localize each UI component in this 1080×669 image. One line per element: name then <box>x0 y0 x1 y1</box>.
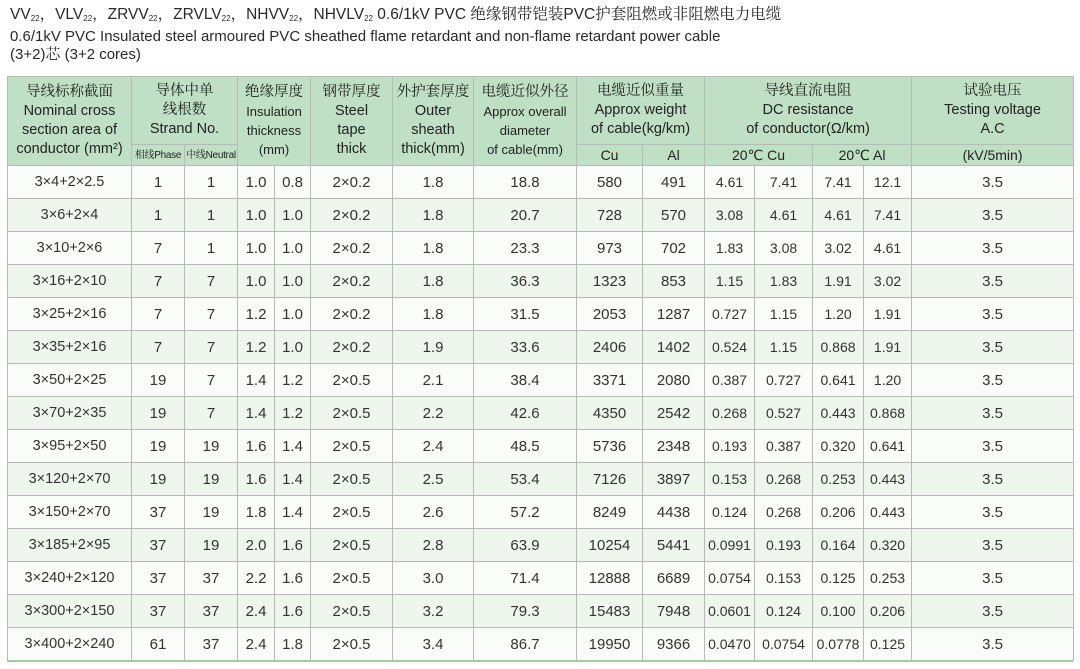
cell-insulation-neutral: 1.0 <box>275 331 311 364</box>
cell-weight-cu: 2406 <box>577 331 643 364</box>
cell-weight-al: 4438 <box>643 496 705 529</box>
cell-dc-al-neutral: 0.253 <box>864 562 912 595</box>
cell-dc-cu-neutral: 0.193 <box>755 529 813 562</box>
cell-dc-al-phase: 1.91 <box>813 265 864 298</box>
cell-dc-al-neutral: 4.61 <box>864 232 912 265</box>
cell-dc-cu-neutral: 0.153 <box>755 562 813 595</box>
subheader-phase: 相线Phase <box>132 145 185 166</box>
cell-weight-cu: 10254 <box>577 529 643 562</box>
cell-dc-cu-phase: 0.524 <box>705 331 755 364</box>
cell-dc-al-neutral: 3.02 <box>864 265 912 298</box>
cell-weight-al: 853 <box>643 265 705 298</box>
cell-diameter: 31.5 <box>474 298 577 331</box>
cell-section: 3×240+2×120 <box>8 562 132 595</box>
cell-diameter: 42.6 <box>474 397 577 430</box>
cell-neutral-strands: 7 <box>185 265 238 298</box>
subheader-dc-al: 20℃ Al <box>813 145 912 166</box>
cell-weight-al: 1402 <box>643 331 705 364</box>
cell-section: 3×300+2×150 <box>8 595 132 628</box>
cell-insulation-phase: 1.8 <box>238 496 275 529</box>
subheader-weight-al: Al <box>643 145 705 166</box>
cell-insulation-neutral: 1.6 <box>275 562 311 595</box>
cell-weight-cu: 5736 <box>577 430 643 463</box>
cell-section: 3×10+2×6 <box>8 232 132 265</box>
cell-dc-al-phase: 0.443 <box>813 397 864 430</box>
cell-section: 3×185+2×95 <box>8 529 132 562</box>
cell-dc-cu-neutral: 0.727 <box>755 364 813 397</box>
cell-neutral-strands: 1 <box>185 166 238 199</box>
cell-section: 3×16+2×10 <box>8 265 132 298</box>
table-row <box>8 364 1074 397</box>
cell-test-voltage: 3.5 <box>912 496 1074 529</box>
table-body <box>8 166 1074 661</box>
cell-dc-al-phase: 0.206 <box>813 496 864 529</box>
cell-steel-tape: 2×0.5 <box>311 397 393 430</box>
cell-weight-cu: 973 <box>577 232 643 265</box>
cell-neutral-strands: 19 <box>185 430 238 463</box>
cell-dc-cu-neutral: 1.83 <box>755 265 813 298</box>
cell-weight-cu: 4350 <box>577 397 643 430</box>
cell-dc-al-phase: 0.0778 <box>813 628 864 661</box>
header-test-voltage: 试验电压 Testing voltage A.C <box>912 77 1074 145</box>
header-strand: 导体中单 线根数 Strand No. <box>132 77 238 145</box>
cell-weight-cu: 580 <box>577 166 643 199</box>
cell-dc-al-neutral: 7.41 <box>864 199 912 232</box>
cell-weight-cu: 728 <box>577 199 643 232</box>
cell-steel-tape: 2×0.2 <box>311 265 393 298</box>
cell-section: 3×95+2×50 <box>8 430 132 463</box>
cell-phase-strands: 19 <box>132 430 185 463</box>
table-row <box>8 232 1074 265</box>
cell-insulation-phase: 1.2 <box>238 331 275 364</box>
cell-neutral-strands: 1 <box>185 199 238 232</box>
cell-outer-sheath: 2.5 <box>393 463 474 496</box>
cell-outer-sheath: 2.2 <box>393 397 474 430</box>
cell-weight-al: 5441 <box>643 529 705 562</box>
cell-dc-cu-phase: 0.0470 <box>705 628 755 661</box>
cell-dc-al-phase: 0.320 <box>813 430 864 463</box>
cell-insulation-neutral: 0.8 <box>275 166 311 199</box>
cell-dc-cu-phase: 0.153 <box>705 463 755 496</box>
cell-steel-tape: 2×0.5 <box>311 529 393 562</box>
cell-phase-strands: 1 <box>132 199 185 232</box>
cell-insulation-neutral: 1.4 <box>275 496 311 529</box>
cell-steel-tape: 2×0.5 <box>311 430 393 463</box>
cell-dc-al-neutral: 0.443 <box>864 496 912 529</box>
cell-weight-al: 9366 <box>643 628 705 661</box>
table-row <box>8 397 1074 430</box>
cell-test-voltage: 3.5 <box>912 463 1074 496</box>
cell-test-voltage: 3.5 <box>912 529 1074 562</box>
cell-phase-strands: 7 <box>132 265 185 298</box>
cell-dc-al-phase: 1.20 <box>813 298 864 331</box>
cable-models-title: $VV_{22}$，$VLV_{22}$，$ZRVV_{22}$，$ZRVLV_{22}$，$NHVV_{22}$，$NHVLV_{22}$ 0.6/1kV PVC 绝缘钢带铠装PVC护套阻燃或非阻燃电力电缆 <box>10 6 782 23</box>
cell-weight-al: 7948 <box>643 595 705 628</box>
english-title: 0.6/1kV PVC Insulated steel armoured PVC sheathed flame retardant and non-flame retardant power cable <box>10 28 721 45</box>
cell-dc-cu-phase: 0.727 <box>705 298 755 331</box>
cell-insulation-phase: 2.4 <box>238 628 275 661</box>
cell-phase-strands: 37 <box>132 595 185 628</box>
cell-dc-cu-phase: 0.268 <box>705 397 755 430</box>
cell-phase-strands: 7 <box>132 331 185 364</box>
cell-diameter: 33.6 <box>474 331 577 364</box>
cell-dc-cu-phase: 0.124 <box>705 496 755 529</box>
cell-insulation-neutral: 1.4 <box>275 430 311 463</box>
cell-steel-tape: 2×0.5 <box>311 595 393 628</box>
cell-dc-al-phase: 0.125 <box>813 562 864 595</box>
cell-neutral-strands: 19 <box>185 496 238 529</box>
cell-section: 3×70+2×35 <box>8 397 132 430</box>
header-dc-resistance: 导线直流电阻 DC resistance of conductor(Ω/km) <box>705 77 912 145</box>
table-row <box>8 331 1074 364</box>
cell-neutral-strands: 37 <box>185 595 238 628</box>
cell-insulation-neutral: 1.0 <box>275 199 311 232</box>
cell-diameter: 36.3 <box>474 265 577 298</box>
cell-diameter: 23.3 <box>474 232 577 265</box>
cell-diameter: 18.8 <box>474 166 577 199</box>
cell-phase-strands: 37 <box>132 562 185 595</box>
cell-dc-al-phase: 7.41 <box>813 166 864 199</box>
cell-dc-al-phase: 0.164 <box>813 529 864 562</box>
cell-test-voltage: 3.5 <box>912 595 1074 628</box>
table-row <box>8 166 1074 199</box>
cell-insulation-neutral: 1.0 <box>275 265 311 298</box>
cell-phase-strands: 19 <box>132 463 185 496</box>
cell-dc-cu-neutral: 3.08 <box>755 232 813 265</box>
cell-insulation-neutral: 1.2 <box>275 364 311 397</box>
cell-insulation-neutral: 1.0 <box>275 298 311 331</box>
cell-phase-strands: 7 <box>132 232 185 265</box>
cell-insulation-neutral: 1.2 <box>275 397 311 430</box>
cell-neutral-strands: 19 <box>185 529 238 562</box>
cell-test-voltage: 3.5 <box>912 265 1074 298</box>
cell-outer-sheath: 1.8 <box>393 166 474 199</box>
cell-dc-al-phase: 0.253 <box>813 463 864 496</box>
header-outer-sheath: 外护套厚度 Outer sheath thick(mm) <box>393 77 474 166</box>
table-row <box>8 298 1074 331</box>
cell-dc-cu-phase: 1.15 <box>705 265 755 298</box>
cell-dc-al-neutral: 12.1 <box>864 166 912 199</box>
cell-phase-strands: 61 <box>132 628 185 661</box>
cell-steel-tape: 2×0.2 <box>311 331 393 364</box>
cell-weight-al: 1287 <box>643 298 705 331</box>
cell-diameter: 48.5 <box>474 430 577 463</box>
cell-weight-al: 2080 <box>643 364 705 397</box>
cell-dc-cu-neutral: 7.41 <box>755 166 813 199</box>
cell-dc-cu-neutral: 0.387 <box>755 430 813 463</box>
cell-weight-al: 2542 <box>643 397 705 430</box>
cell-diameter: 57.2 <box>474 496 577 529</box>
header-weight: 电缆近似重量 Approx weight of cable(kg/km) <box>577 77 705 145</box>
cell-dc-cu-phase: 3.08 <box>705 199 755 232</box>
cell-dc-cu-phase: 0.193 <box>705 430 755 463</box>
cell-weight-al: 2348 <box>643 430 705 463</box>
cell-dc-cu-neutral: 0.0754 <box>755 628 813 661</box>
cell-steel-tape: 2×0.5 <box>311 628 393 661</box>
table-row <box>8 199 1074 232</box>
cell-dc-al-phase: 4.61 <box>813 199 864 232</box>
cell-outer-sheath: 3.0 <box>393 562 474 595</box>
cell-neutral-strands: 7 <box>185 298 238 331</box>
cell-dc-al-neutral: 0.125 <box>864 628 912 661</box>
cell-outer-sheath: 1.8 <box>393 199 474 232</box>
cell-neutral-strands: 7 <box>185 364 238 397</box>
cell-neutral-strands: 1 <box>185 232 238 265</box>
cell-dc-cu-neutral: 0.124 <box>755 595 813 628</box>
cell-outer-sheath: 2.1 <box>393 364 474 397</box>
cores-label: (3+2)芯 (3+2 cores) <box>10 46 141 63</box>
cell-phase-strands: 7 <box>132 298 185 331</box>
cell-insulation-phase: 1.6 <box>238 463 275 496</box>
cell-weight-al: 6689 <box>643 562 705 595</box>
cell-dc-cu-neutral: 0.268 <box>755 496 813 529</box>
cell-neutral-strands: 7 <box>185 331 238 364</box>
header-steel-tape: 钢带厚度 Steel tape thick <box>311 77 393 166</box>
cell-diameter: 63.9 <box>474 529 577 562</box>
header-row <box>8 77 1074 145</box>
cell-insulation-phase: 1.6 <box>238 430 275 463</box>
subheader-dc-cu: 20℃ Cu <box>705 145 813 166</box>
cell-dc-cu-neutral: 1.15 <box>755 331 813 364</box>
cell-dc-cu-phase: 4.61 <box>705 166 755 199</box>
cell-weight-cu: 15483 <box>577 595 643 628</box>
cell-dc-cu-phase: 1.83 <box>705 232 755 265</box>
cell-steel-tape: 2×0.2 <box>311 199 393 232</box>
cell-outer-sheath: 3.4 <box>393 628 474 661</box>
cell-dc-al-phase: 0.868 <box>813 331 864 364</box>
bottom-rule <box>7 660 1073 662</box>
cell-insulation-phase: 1.4 <box>238 364 275 397</box>
cell-neutral-strands: 37 <box>185 628 238 661</box>
cell-diameter: 79.3 <box>474 595 577 628</box>
cell-outer-sheath: 2.6 <box>393 496 474 529</box>
cell-diameter: 86.7 <box>474 628 577 661</box>
cell-outer-sheath: 1.8 <box>393 265 474 298</box>
cell-outer-sheath: 2.4 <box>393 430 474 463</box>
cell-outer-sheath: 3.2 <box>393 595 474 628</box>
table-row <box>8 463 1074 496</box>
cell-phase-strands: 1 <box>132 166 185 199</box>
cell-test-voltage: 3.5 <box>912 298 1074 331</box>
cell-neutral-strands: 37 <box>185 562 238 595</box>
cell-insulation-phase: 1.0 <box>238 166 275 199</box>
cell-insulation-phase: 1.2 <box>238 298 275 331</box>
cell-steel-tape: 2×0.5 <box>311 496 393 529</box>
table-row <box>8 628 1074 661</box>
cell-dc-al-neutral: 0.868 <box>864 397 912 430</box>
cell-outer-sheath: 2.8 <box>393 529 474 562</box>
cell-outer-sheath: 1.8 <box>393 298 474 331</box>
cell-diameter: 71.4 <box>474 562 577 595</box>
cell-dc-al-neutral: 1.20 <box>864 364 912 397</box>
cell-dc-al-phase: 0.100 <box>813 595 864 628</box>
cell-insulation-neutral: 1.6 <box>275 529 311 562</box>
cell-weight-al: 491 <box>643 166 705 199</box>
cell-insulation-neutral: 1.4 <box>275 463 311 496</box>
table-row <box>8 496 1074 529</box>
cell-steel-tape: 2×0.5 <box>311 562 393 595</box>
cell-insulation-phase: 1.0 <box>238 199 275 232</box>
subheader-neutral: 中线Neutral <box>185 145 238 166</box>
cell-section: 3×150+2×70 <box>8 496 132 529</box>
subheader-weight-cu: Cu <box>577 145 643 166</box>
cell-weight-al: 570 <box>643 199 705 232</box>
table-row <box>8 529 1074 562</box>
cell-dc-al-neutral: 1.91 <box>864 298 912 331</box>
cell-weight-cu: 2053 <box>577 298 643 331</box>
cell-dc-cu-phase: 0.0601 <box>705 595 755 628</box>
cell-weight-cu: 1323 <box>577 265 643 298</box>
cell-dc-cu-neutral: 1.15 <box>755 298 813 331</box>
cell-test-voltage: 3.5 <box>912 166 1074 199</box>
cell-outer-sheath: 1.8 <box>393 232 474 265</box>
cell-section: 3×50+2×25 <box>8 364 132 397</box>
cell-dc-al-neutral: 0.443 <box>864 463 912 496</box>
cell-dc-al-neutral: 0.641 <box>864 430 912 463</box>
cell-insulation-phase: 2.2 <box>238 562 275 595</box>
header-insulation: 绝缘厚度 Insulation thickness (mm) <box>238 77 311 166</box>
page-heading <box>10 6 1070 64</box>
cell-dc-cu-neutral: 4.61 <box>755 199 813 232</box>
cell-section: 3×35+2×16 <box>8 331 132 364</box>
cell-insulation-neutral: 1.6 <box>275 595 311 628</box>
cell-weight-cu: 8249 <box>577 496 643 529</box>
cell-test-voltage: 3.5 <box>912 232 1074 265</box>
cell-test-voltage: 3.5 <box>912 199 1074 232</box>
cell-section: 3×6+2×4 <box>8 199 132 232</box>
header-section: 导线标称截面 Nominal cross section area of conductor (mm²) <box>8 77 132 166</box>
cell-test-voltage: 3.5 <box>912 397 1074 430</box>
cell-weight-cu: 12888 <box>577 562 643 595</box>
cell-section: 3×400+2×240 <box>8 628 132 661</box>
cell-test-voltage: 3.5 <box>912 562 1074 595</box>
cell-weight-cu: 7126 <box>577 463 643 496</box>
cell-phase-strands: 37 <box>132 529 185 562</box>
cell-weight-al: 702 <box>643 232 705 265</box>
cell-dc-cu-phase: 0.0991 <box>705 529 755 562</box>
cell-neutral-strands: 19 <box>185 463 238 496</box>
cell-dc-al-phase: 3.02 <box>813 232 864 265</box>
cell-steel-tape: 2×0.2 <box>311 298 393 331</box>
cell-insulation-phase: 1.4 <box>238 397 275 430</box>
cell-neutral-strands: 7 <box>185 397 238 430</box>
cell-dc-cu-neutral: 0.268 <box>755 463 813 496</box>
cell-diameter: 53.4 <box>474 463 577 496</box>
cell-phase-strands: 19 <box>132 397 185 430</box>
table-row <box>8 430 1074 463</box>
cell-phase-strands: 19 <box>132 364 185 397</box>
cell-dc-al-neutral: 0.320 <box>864 529 912 562</box>
cell-insulation-phase: 2.0 <box>238 529 275 562</box>
cell-dc-al-neutral: 0.206 <box>864 595 912 628</box>
cell-insulation-neutral: 1.0 <box>275 232 311 265</box>
header-diameter: 电缆近似外径 Approx overall diameter of cable(mm) <box>474 77 577 166</box>
cell-diameter: 38.4 <box>474 364 577 397</box>
cell-outer-sheath: 1.9 <box>393 331 474 364</box>
cell-test-voltage: 3.5 <box>912 364 1074 397</box>
cell-test-voltage: 3.5 <box>912 331 1074 364</box>
cell-test-voltage: 3.5 <box>912 430 1074 463</box>
cell-dc-cu-phase: 0.387 <box>705 364 755 397</box>
cell-section: 3×4+2×2.5 <box>8 166 132 199</box>
cable-spec-table <box>7 76 1074 661</box>
table-row <box>8 595 1074 628</box>
cell-weight-cu: 19950 <box>577 628 643 661</box>
cell-steel-tape: 2×0.2 <box>311 166 393 199</box>
table-row <box>8 562 1074 595</box>
cell-diameter: 20.7 <box>474 199 577 232</box>
cell-phase-strands: 37 <box>132 496 185 529</box>
cell-steel-tape: 2×0.5 <box>311 463 393 496</box>
subheader-voltage-unit: (kV/5min) <box>912 145 1074 166</box>
cell-steel-tape: 2×0.5 <box>311 364 393 397</box>
cell-weight-cu: 3371 <box>577 364 643 397</box>
cell-weight-al: 3897 <box>643 463 705 496</box>
cell-insulation-phase: 2.4 <box>238 595 275 628</box>
cell-dc-cu-phase: 0.0754 <box>705 562 755 595</box>
cell-section: 3×120+2×70 <box>8 463 132 496</box>
cell-dc-al-neutral: 1.91 <box>864 331 912 364</box>
cell-dc-cu-neutral: 0.527 <box>755 397 813 430</box>
cell-dc-al-phase: 0.641 <box>813 364 864 397</box>
cell-test-voltage: 3.5 <box>912 628 1074 661</box>
cell-insulation-phase: 1.0 <box>238 265 275 298</box>
cell-steel-tape: 2×0.2 <box>311 232 393 265</box>
cell-section: 3×25+2×16 <box>8 298 132 331</box>
cell-insulation-phase: 1.0 <box>238 232 275 265</box>
cell-insulation-neutral: 1.8 <box>275 628 311 661</box>
table-row <box>8 265 1074 298</box>
